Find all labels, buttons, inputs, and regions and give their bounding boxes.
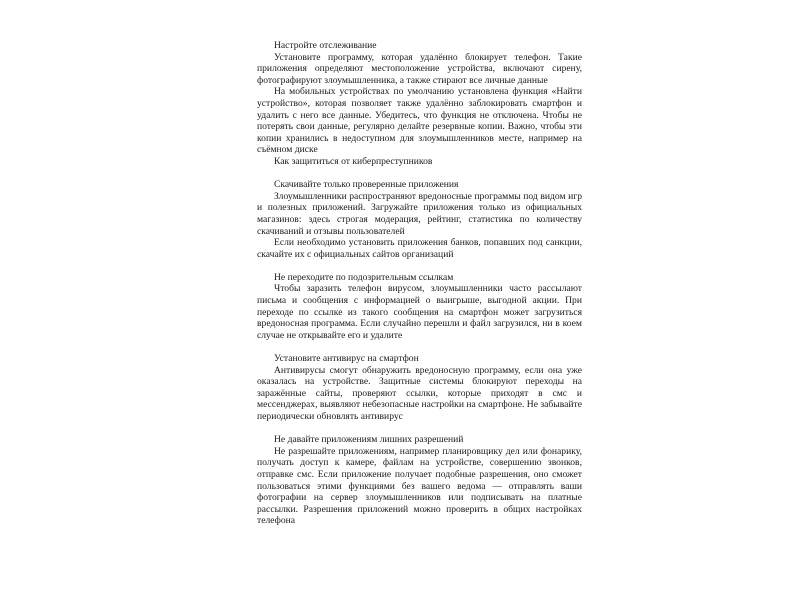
document-page xyxy=(257,40,582,527)
section-heading: Установите антивирус на смартфон xyxy=(274,353,419,365)
body-paragraph: Если необходимо установить приложения банков, попавших под санкции, скачайте их с официальных сайтов организаций xyxy=(257,237,582,260)
paragraph-gap xyxy=(257,341,582,353)
paragraph-gap xyxy=(257,423,582,435)
body-paragraph: На мобильных устройствах по умолчанию установлена функция «Найти устройство», которая позволяет также удалённо заблокировать смартфон и удалить с него все данные. Убедитесь, что функция не отключена. Чтобы не потерять свои данные, регулярно делайте резервные копии. Важно, чтобы эти копии хранились в недоступном для злоумышленников месте, например на съёмном диске xyxy=(257,86,582,156)
section-heading: Как защититься от киберпреступников xyxy=(274,155,433,167)
section-heading: Не переходите по подозрительным ссылкам xyxy=(274,271,454,283)
body-paragraph: Чтобы заразить телефон вирусом, злоумышленники часто рассылают письма и сообщения с информацией о выигрыше, выгодной акции. При переходе по ссылке из такого сообщения на смартфон может загрузиться вредоносная программа. Если случайно перешли и файл загрузился, ни в коем случае не открывайте его и удалите xyxy=(257,283,582,341)
section-heading: Скачивайте только проверенные приложения xyxy=(274,179,459,191)
body-paragraph: Установите программу, которая удалённо блокирует телефон. Такие приложения определяют местоположение устройства, включают сирену, фотографируют злоумышленника, а также стирают все личные данные xyxy=(257,51,582,86)
body-paragraph: Антивирусы смогут обнаружить вредоносную программу, если она уже оказалась на устройстве. Защитные системы блокируют переходы на заражённые сайты, проверяют ссылки, которые приходят в смс и мессенджерах, выявляют небезопасные настройки на смартфоне. Не забывайте периодически обновлять антивирус xyxy=(257,364,582,422)
paragraph-gap xyxy=(257,260,582,272)
body-paragraph: Не разрешайте приложениям, например планировщику дел или фонарику, получать доступ к камере, файлам на устройстве, совершению звонков, отправке смс. Если приложение получает подобные разрешения, оно сможет пользоваться этими функциями без вашего ведома — отправлять ваши фотографии на сервер злоумышленников или подписывать на платные рассылки. Разрешения приложений можно проверить в общих настройках телефона xyxy=(257,445,582,527)
body-paragraph: Злоумышленники распространяют вредоносные программы под видом игр и полезных приложений. Загружайте приложения только из официальных магазинов: здесь строгая модерация, рейтинг, статистика по количеству скачиваний и отзывы пользователей xyxy=(257,190,582,237)
paragraph-gap xyxy=(257,168,582,180)
section-heading: Не давайте приложениям лишних разрешений xyxy=(274,434,464,446)
section-heading: Настройте отслеживание xyxy=(274,40,377,51)
